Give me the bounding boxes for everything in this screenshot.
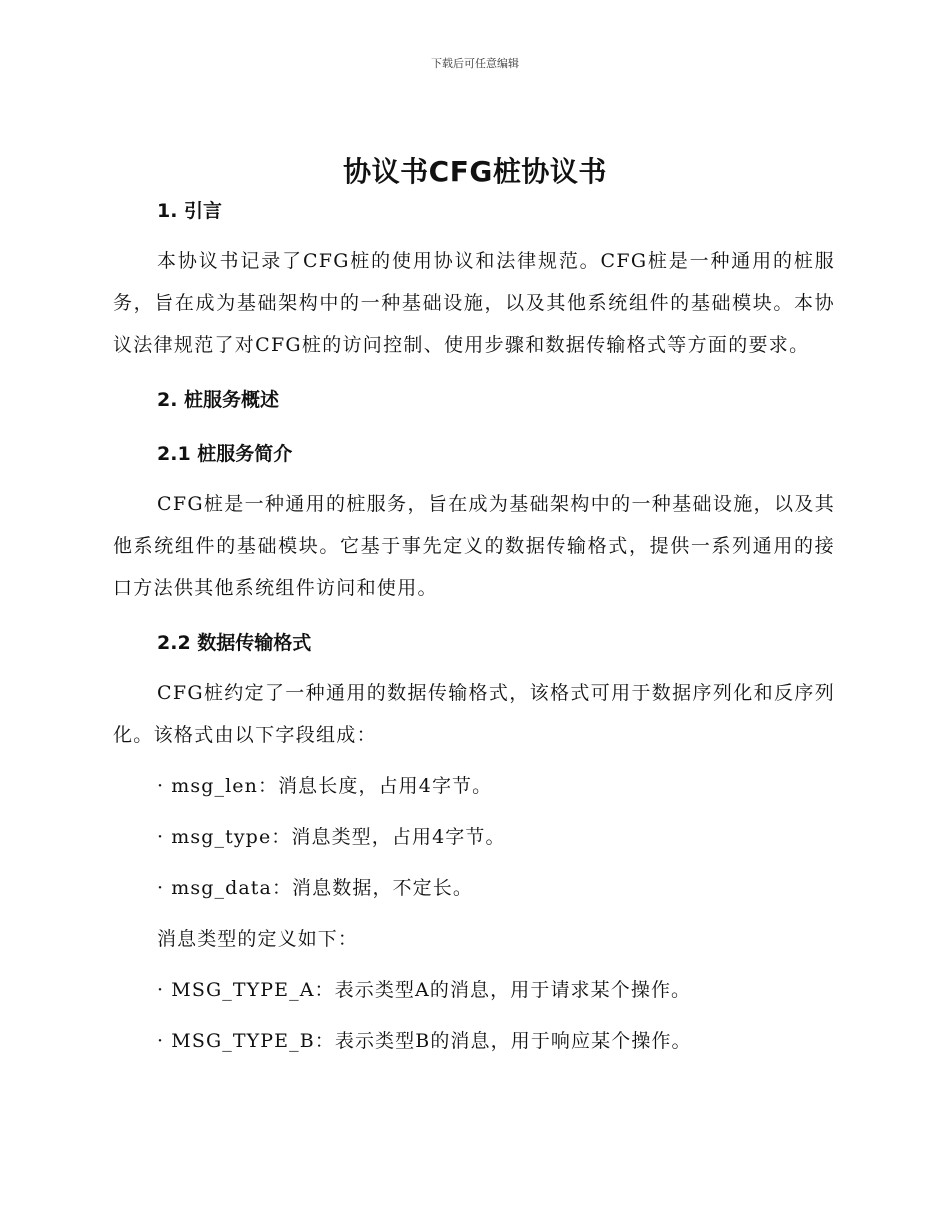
type-item: · MSG_TYPE_A：表示类型A的消息，用于请求某个操作。: [157, 979, 692, 1001]
section-heading-data-format: 2.2 数据传输格式: [157, 632, 312, 654]
type-item: · MSG_TYPE_B：表示类型B的消息，用于响应某个操作。: [157, 1030, 692, 1052]
field-item: · msg_type：消息类型，占用4字节。: [157, 826, 506, 848]
section-heading-intro: 1. 引言: [157, 200, 223, 222]
section-heading-service-intro: 2.1 桩服务简介: [157, 443, 293, 465]
document-title: 协议书CFG桩协议书: [343, 155, 607, 188]
document-body: [113, 195, 835, 1062]
section-heading-overview: 2. 桩服务概述: [157, 389, 280, 411]
section-paragraph-service-intro: CFG桩是一种通用的桩服务，旨在成为基础架构中的一种基础设施，以及其他系统组件的基础模块。它基于事先定义的数据传输格式，提供一系列通用的接口方法供其他系统组件访问和使用。: [113, 493, 835, 599]
field-item: · msg_len：消息长度，占用4字节。: [157, 775, 493, 797]
field-item: · msg_data：消息数据，不定长。: [157, 877, 473, 899]
section-paragraph-data-format: CFG桩约定了一种通用的数据传输格式，该格式可用于数据序列化和反序列化。该格式由以下字段组成：: [113, 682, 835, 746]
header-note: 下载后可任意编辑: [431, 57, 519, 70]
type-definition-intro: 消息类型的定义如下：: [157, 928, 359, 950]
section-paragraph-intro: 本协议书记录了CFG桩的使用协议和法律规范。CFG桩是一种通用的桩服务，旨在成为基础架构中的一种基础设施，以及其他系统组件的基础模块。本协议法律规范了对CFG桩的访问控制、使用步骤和数据传输格式等方面的要求。: [113, 250, 835, 356]
